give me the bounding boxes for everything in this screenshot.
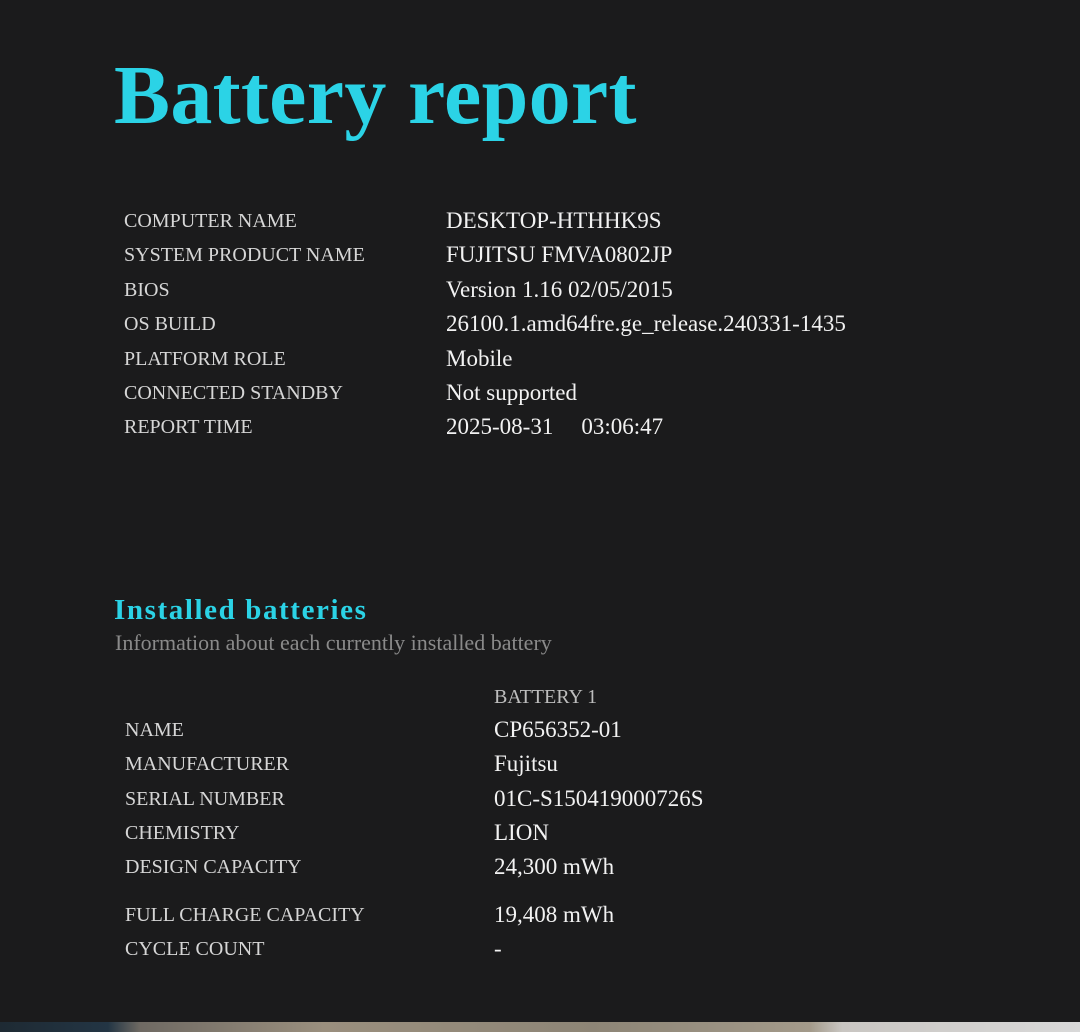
battery-value: - <box>494 936 502 961</box>
battery-label: CHEMISTRY <box>125 822 240 844</box>
battery-label: DESIGN CAPACITY <box>125 856 302 878</box>
battery-value: Fujitsu <box>494 751 558 776</box>
info-label: BIOS <box>124 278 170 301</box>
battery-label: SERIAL NUMBER <box>125 788 285 810</box>
report-date: 2025-08-31 <box>446 414 554 440</box>
info-label: PLATFORM ROLE <box>124 347 286 370</box>
battery-row-chemistry <box>125 816 825 850</box>
info-label: SYSTEM PRODUCT NAME <box>124 244 365 267</box>
info-value: 26100.1.amd64fre.ge_release.240331-1435 <box>446 311 846 337</box>
battery-column-header: BATTERY 1 <box>494 686 598 708</box>
info-value: DESKTOP-HTHHK9S <box>446 208 662 233</box>
desktop-background-strip <box>0 1022 1080 1032</box>
battery-row-design-capacity <box>125 850 825 884</box>
info-label: REPORT TIME <box>124 416 253 439</box>
report-time: 03:06:47 <box>581 414 664 440</box>
battery-row-name <box>125 713 825 747</box>
battery-value: CP656352-01 <box>494 717 622 742</box>
battery-value: 01C-S150419000726S <box>494 786 704 811</box>
info-label: COMPUTER NAME <box>124 210 297 232</box>
info-value-report-time <box>446 410 663 444</box>
battery-value: LION <box>494 820 549 845</box>
battery-label: CYCLE COUNT <box>125 938 265 960</box>
battery-row-serial-number <box>125 782 825 816</box>
info-value: FUJITSU FMVA0802JP <box>446 242 673 268</box>
battery-label: NAME <box>125 719 184 741</box>
section-subtitle: Information about each currently installed battery <box>115 630 552 655</box>
battery-row-cycle-count <box>125 932 825 966</box>
battery-label: FULL CHARGE CAPACITY <box>125 904 365 926</box>
battery-row-full-charge-capacity <box>125 898 825 932</box>
section-title-installed-batteries: Installed batteries <box>114 594 368 626</box>
page-title: Battery report <box>114 49 637 142</box>
battery-value: 24,300 mWh <box>494 854 615 879</box>
battery-value: 19,408 mWh <box>494 902 615 927</box>
battery-row-manufacturer <box>125 747 825 781</box>
info-label: OS BUILD <box>124 313 216 336</box>
battery-label: MANUFACTURER <box>125 753 290 775</box>
info-label: CONNECTED STANDBY <box>124 381 343 404</box>
info-value: Not supported <box>446 379 577 405</box>
info-value: Version 1.16 02/05/2015 <box>446 276 673 302</box>
info-value: Mobile <box>446 345 513 371</box>
